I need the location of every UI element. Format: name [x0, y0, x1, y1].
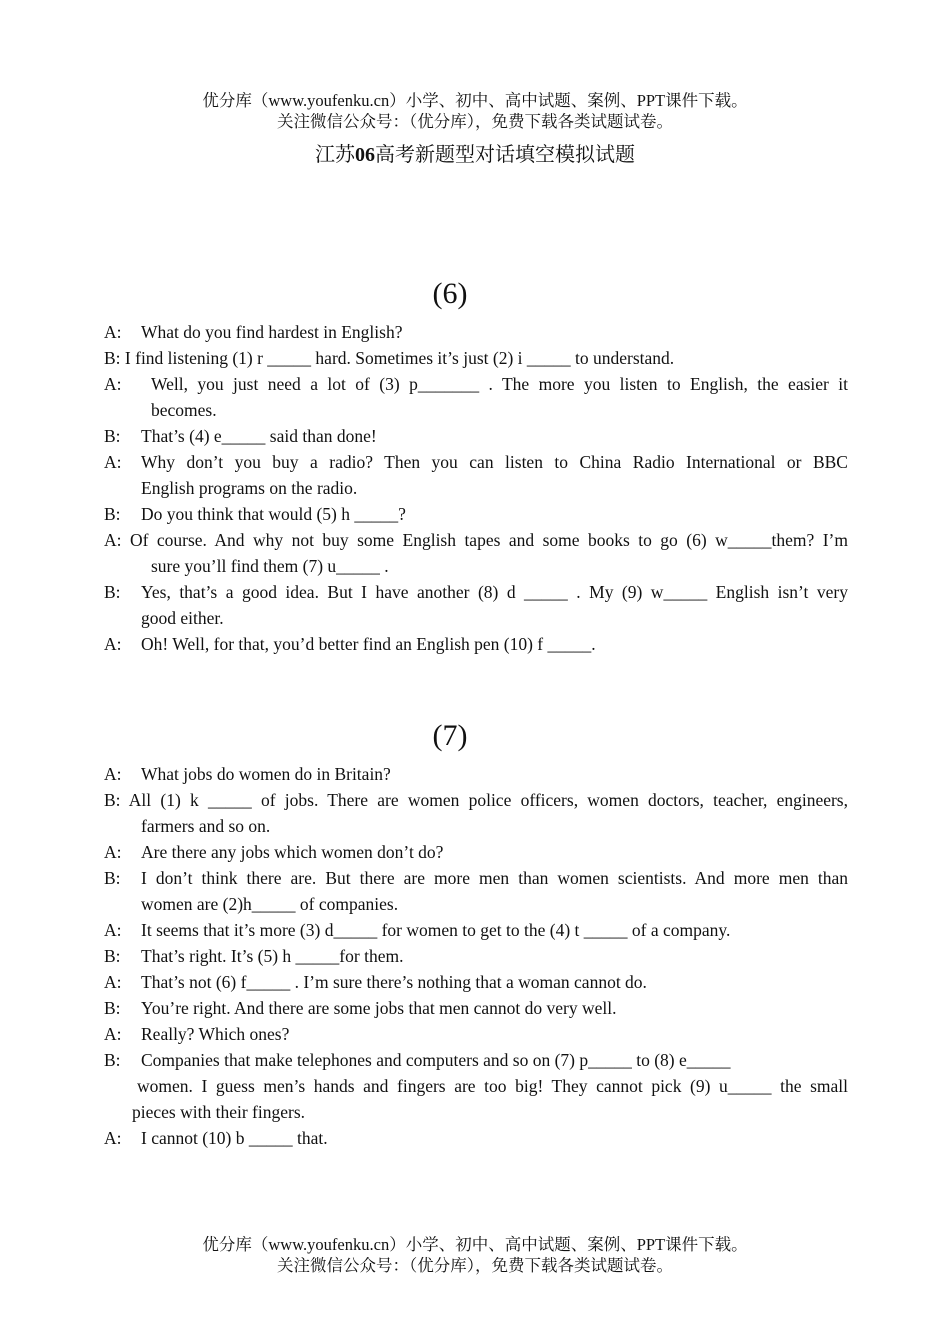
speaker-label: B:: [104, 998, 121, 1018]
dialogue-text: What jobs do women do in Britain?: [141, 764, 391, 784]
dialogue-text: That’s (4) e_____ said than done!: [141, 426, 377, 446]
speaker-label: B:: [104, 868, 121, 888]
title-prefix: 江苏: [315, 144, 355, 166]
dialogue-text: Really? Which ones?: [141, 1024, 290, 1044]
speaker-label: A:: [104, 920, 122, 940]
speaker-label: A:: [104, 764, 122, 784]
footer-line-1: 优分库（www.youfenku.cn）小学、初中、高中试题、案例、PPT课件下载。: [202, 1235, 748, 1254]
speaker-label: B:: [104, 946, 121, 966]
page-title: [0, 138, 950, 167]
title-suffix: 高考新题型对话填空模拟试题: [375, 144, 635, 166]
dialogue-text: Do you think that would (5) h _____?: [141, 504, 406, 524]
dialogue-line: A: Of course. And why not buy some English tapes and some books to go (6) w_____them? I’m: [104, 530, 848, 550]
dialogue-continuation: sure you’ll find them (7) u_____ .: [151, 556, 389, 576]
dialogue-text: I don’t think there are. But there are more men than women scientists. And more men than: [141, 868, 848, 888]
header-line-2: 关注微信公众号：（优分库），免费下载各类试题试卷。: [277, 112, 673, 131]
dialogue-text: It seems that it’s more (3) d_____ for women to get to the (4) t _____ of a company.: [141, 920, 731, 940]
speaker-label: A:: [104, 1128, 122, 1148]
speaker-label: A:: [104, 322, 122, 342]
speaker-label: A:: [104, 972, 122, 992]
dialogue-continuation: women are (2)h_____ of companies.: [141, 894, 399, 914]
section-6-heading: (6): [432, 277, 468, 310]
dialogue-text: That’s right. It’s (5) h _____for them.: [141, 946, 404, 966]
dialogue-text: Yes, that’s a good idea. But I have another (8) d _____ . My (9) w_____ English isn’t very: [141, 582, 848, 602]
header-line-1: 优分库（www.youfenku.cn）小学、初中、高中试题、案例、PPT课件下载。: [202, 91, 748, 110]
speaker-label: A:: [104, 452, 122, 472]
speaker-label: B:: [104, 504, 121, 524]
speaker-label: B:: [104, 582, 121, 602]
speaker-label: A:: [104, 1024, 122, 1044]
speaker-label: A:: [104, 842, 122, 862]
dialogue-continuation: good either.: [141, 608, 224, 628]
dialogue-line: B: All (1) k _____ of jobs. There are women police officers, women doctors, teacher, engineers,: [104, 790, 848, 810]
dialogue-text: You’re right. And there are some jobs that men cannot do very well.: [141, 998, 617, 1018]
dialogue-text: I cannot (10) b _____ that.: [141, 1128, 328, 1148]
dialogue-continuation: women. I guess men’s hands and fingers are too big! They cannot pick (9) u_____ the small: [137, 1076, 848, 1096]
dialogue-continuation: becomes.: [151, 400, 217, 420]
dialogue-line: B: I find listening (1) r _____ hard. Sometimes it’s just (2) i _____ to understand.: [104, 348, 675, 368]
dialogue-text: Why don’t you buy a radio? Then you can listen to China Radio International or BBC: [141, 452, 848, 472]
speaker-label: A:: [104, 634, 122, 654]
section-7-heading: (7): [432, 719, 468, 752]
dialogue-text: Are there any jobs which women don’t do?: [141, 842, 444, 862]
speaker-label: A:: [104, 374, 122, 394]
speaker-label: B:: [104, 1050, 121, 1070]
title-year: 06: [355, 144, 375, 166]
speaker-label: B:: [104, 426, 121, 446]
dialogue-continuation: English programs on the radio.: [141, 478, 358, 498]
dialogue-text: Companies that make telephones and computers and so on (7) p_____ to (8) e_____: [141, 1050, 731, 1070]
dialogue-text: Oh! Well, for that, you’d better find an English pen (10) f _____.: [141, 634, 596, 654]
dialogue-continuation: farmers and so on.: [141, 816, 271, 836]
dialogue-text: Well, you just need a lot of (3) p_______ . The more you listen to English, the easier it: [151, 374, 848, 394]
footer-line-2: 关注微信公众号：（优分库），免费下载各类试题试卷。: [277, 1256, 673, 1275]
dialogue-text: What do you find hardest in English?: [141, 322, 403, 342]
dialogue-continuation: pieces with their fingers.: [132, 1102, 306, 1122]
dialogue-text: That’s not (6) f_____ . I’m sure there’s nothing that a woman cannot do.: [141, 972, 647, 992]
